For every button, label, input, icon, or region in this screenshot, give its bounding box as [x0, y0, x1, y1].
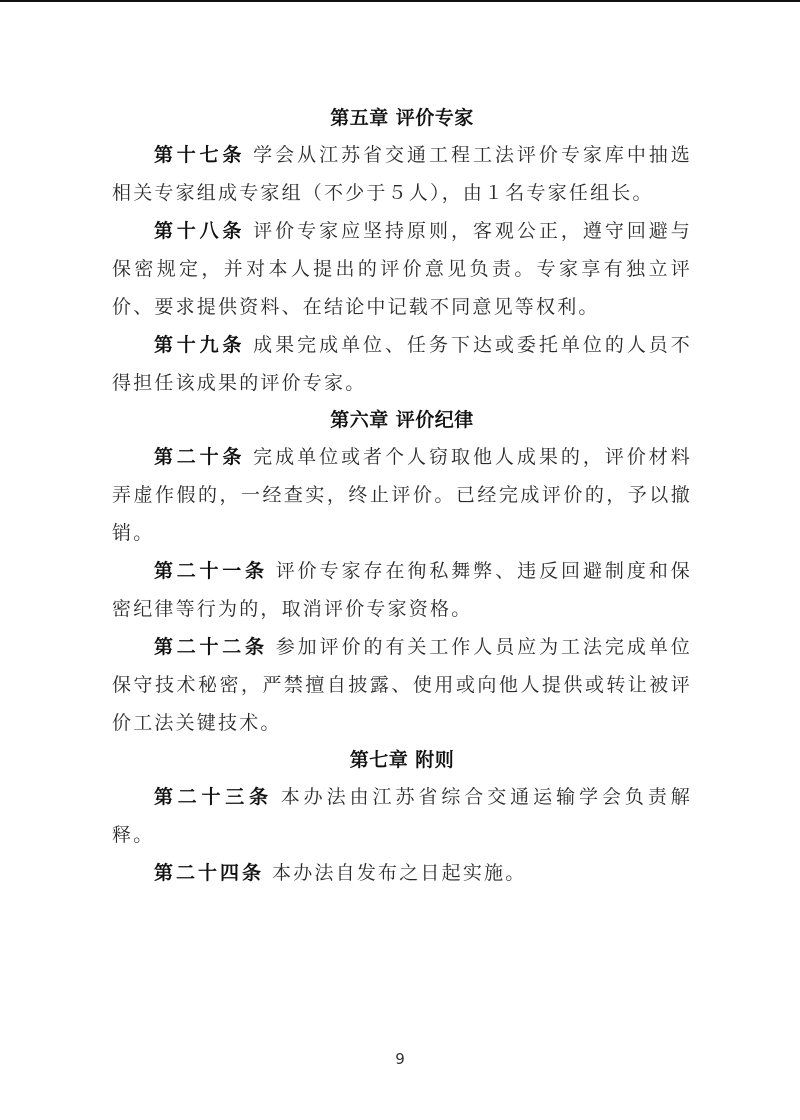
article-number: 第二十一条: [154, 560, 268, 582]
article-text: 本办法由江苏省综合交通运输学会负责解释。: [112, 786, 692, 846]
page-number: 9: [395, 1050, 405, 1068]
article-text: 本办法自发布之日起实施。: [272, 862, 527, 884]
article-text: 参加评价的有关工作人员应为工法完成单位保守技术秘密，严禁擅自披露、使用或向他人提供或转让被评价工法关键技术。: [112, 636, 692, 734]
article-number: 第十九条: [154, 334, 246, 356]
article-number: 第十七条: [154, 144, 246, 166]
article-17: [112, 136, 692, 212]
article-23: [112, 778, 692, 854]
article-24: [112, 854, 692, 892]
article-number: 第十八条: [154, 220, 246, 242]
article-19: [112, 326, 692, 402]
article-text: 成果完成单位、任务下达或委托单位的人员不得担任该成果的评价专家。: [112, 334, 692, 394]
article-20: [112, 438, 692, 552]
article-22: [112, 628, 692, 742]
chapter-7-section: [112, 742, 692, 892]
chapter-title: 第六章 评价纪律: [330, 409, 474, 431]
chapter-title: 第七章 附则: [349, 749, 455, 771]
article-18: [112, 212, 692, 326]
article-text: 完成单位或者个人窃取他人成果的，评价材料弄虚作假的，一经查实，终止评价。已经完成评价的，予以撤销。: [112, 446, 692, 544]
chapter-5-section: [112, 100, 692, 402]
chapter-6-section: [112, 402, 692, 742]
article-21: [112, 552, 692, 628]
article-number: 第二十条: [154, 446, 246, 468]
article-number: 第二十四条: [154, 862, 265, 884]
article-text: 评价专家应坚持原则，客观公正，遵守回避与保密规定，并对本人提出的评价意见负责。专家享有独立评价、要求提供资料、在结论中记载不同意见等权利。: [112, 220, 692, 318]
top-border-rule: [0, 0, 800, 2]
article-number: 第二十二条: [154, 636, 268, 658]
article-text: 评价专家存在徇私舞弊、违反回避制度和保密纪律等行为的，取消评价专家资格。: [112, 560, 692, 620]
document-page: [112, 100, 692, 892]
chapter-title: 第五章 评价专家: [330, 107, 474, 129]
article-number: 第二十三条: [154, 786, 273, 808]
article-text: 学会从江苏省交通工程工法评价专家库中抽选相关专家组成专家组（不少于５人），由１名专家任组长。: [112, 144, 692, 204]
